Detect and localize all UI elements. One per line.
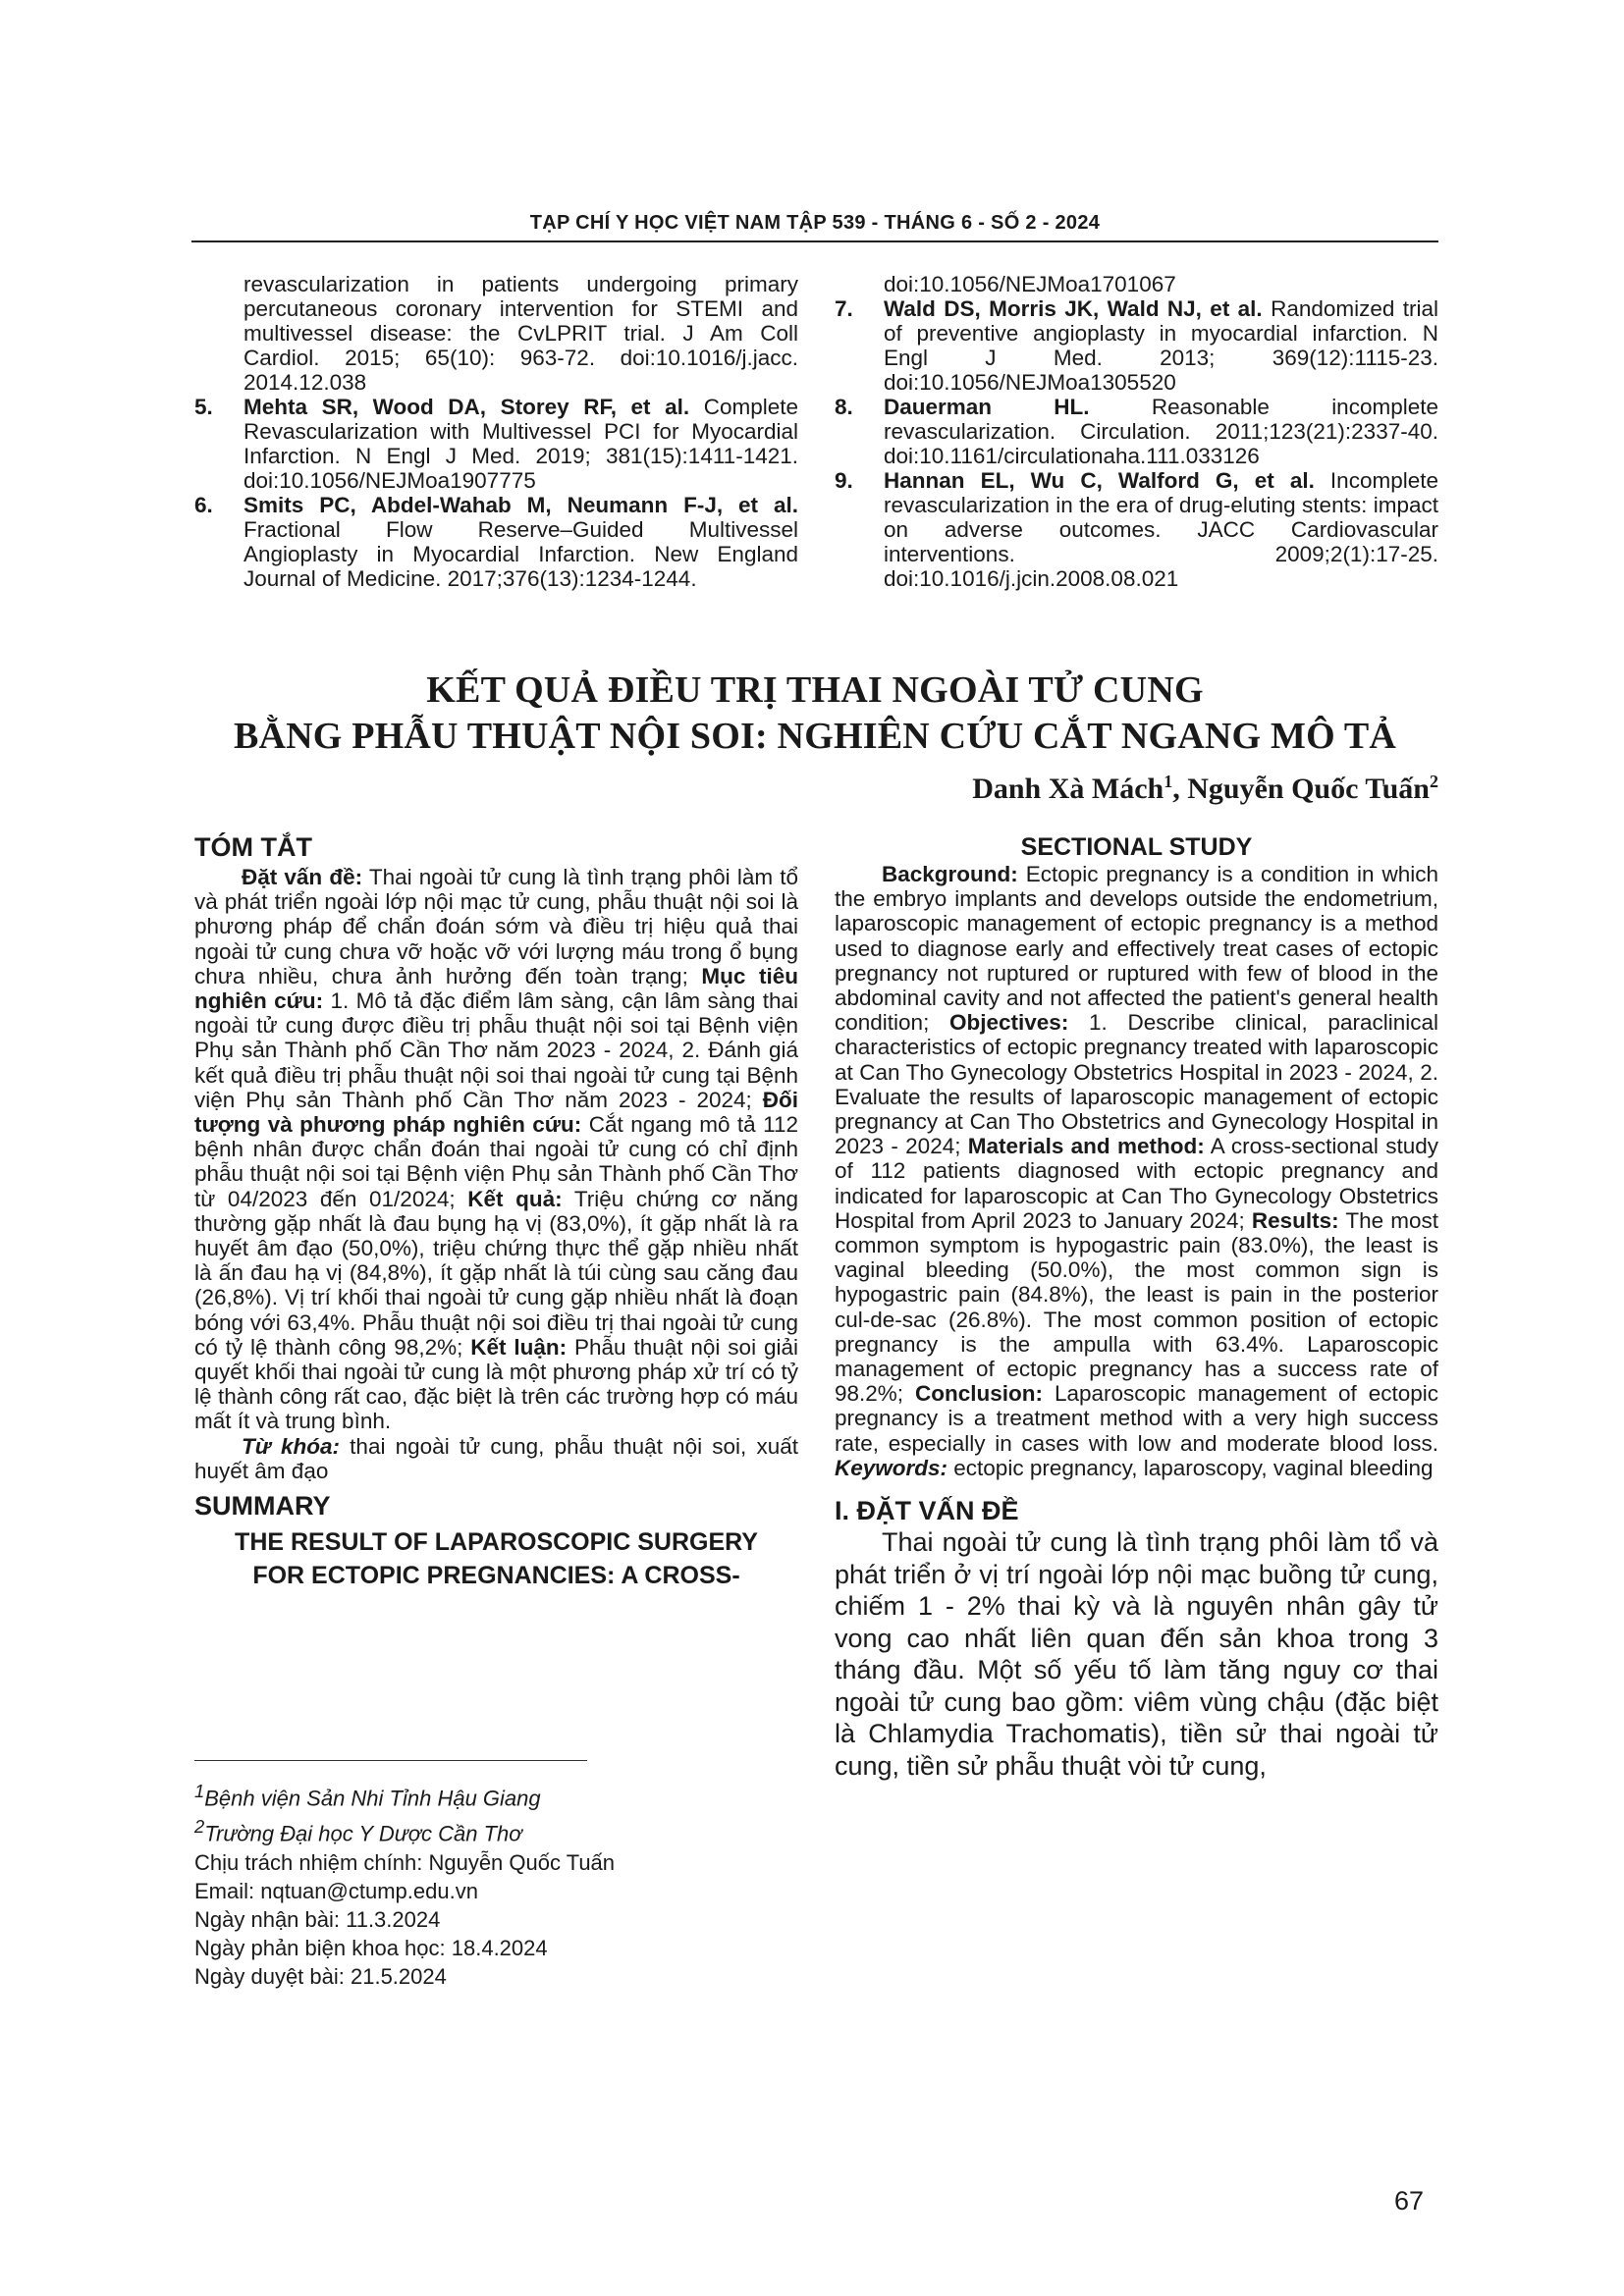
reference-item: [835, 468, 1438, 591]
intro-heading: I. ĐẶT VẤN ĐỀ: [835, 1496, 1019, 1526]
reference-authors: Mehta SR, Wood DA, Storey RF, et al.: [244, 395, 690, 419]
summary-text: 1. Describe clinical, paraclinical characteristics of ectopic pregnancy treated with laparoscopic at Can Tho Gynecology Obstetrics Hospital in 2023 - 2024, 2. Evaluate the results of laparoscopic management of ectopic pregnancy at Can Tho Obstetrics and Gynecology Hospital in 2023 - 2024;: [835, 1010, 1438, 1159]
keywords-text: ectopic pregnancy, laparoscopy, vaginal bleeding: [947, 1455, 1434, 1480]
author-affiliation-mark: 2: [1430, 772, 1438, 791]
article-title-line: KẾT QUẢ ĐIỀU TRỊ THAI NGOÀI TỬ CUNG: [426, 669, 1204, 711]
keywords-label: Keywords:: [835, 1455, 948, 1480]
abstract-text: 1. Mô tả đặc điểm lâm sàng, cận lâm sàng thai ngoài tử cung được điều trị phẫu thuật nội soi tại Bệnh viện Phụ sản Thành phố Cần Thơ năm 2023 - 2024, 2. Đánh giá kết quả điều trị phẫu thuật nội soi thai ngoài tử cung tại Bệnh viện Phụ sản Thành phố Cần Thơ năm 2023 - 2024;: [194, 988, 798, 1112]
date-reviewed: Ngày phản biện khoa học: 18.4.2024: [194, 1935, 548, 1960]
reference-citation: Reasonable incomplete revascularization. Circulation. 2011;123(21):2337-40. doi:10.1161/circulationaha.111.033126: [884, 395, 1438, 468]
article-authors: [972, 772, 1438, 806]
summary-label: Background:: [882, 862, 1018, 886]
reference-citation: Incomplete revascularization in the era of drug-eluting stents: impact on adverse outcomes. JACC Cardiovascular interventions. 2009;2(1):17-25. doi:10.1016/j.jcin.2008.08.021: [884, 468, 1438, 591]
reference-authors: Wald DS, Morris JK, Wald NJ, et al.: [884, 296, 1263, 321]
abstract-text: Phẫu thuật nội soi giải quyết khối thai ngoài tử cung là một phương pháp xử trí có tỷ lệ thành công rất cao, đặc biệt là trên các trường hợp có máu mất ít và trung bình.: [194, 1334, 798, 1434]
reference-text: [884, 395, 1438, 468]
affiliation-mark: 2: [194, 1816, 205, 1838]
abstract-vi-paragraph: [194, 865, 798, 1434]
summary-label: Conclusion:: [915, 1381, 1043, 1407]
abstract-vi-column: [194, 832, 798, 1592]
reference-text: [884, 468, 1438, 591]
header-rule: [191, 240, 1438, 242]
abstract-label: Kết luận:: [470, 1334, 568, 1360]
reference-continuation: doi:10.1056/NEJMoa1701067: [884, 272, 1176, 296]
reference-authors: Smits PC, Abdel-Wahab M, Neumann F-J, et al.: [244, 493, 798, 517]
summary-en-paragraph: [835, 862, 1438, 1480]
footnote-rule: [194, 1760, 587, 1761]
summary-en-body: [835, 862, 1438, 1480]
article-title: [191, 667, 1438, 760]
reference-number: 5.: [194, 395, 213, 419]
reference-item: [835, 395, 1438, 468]
summary-text: Ectopic pregnancy is a condition in which the embryo implants and develops outside the endometrium, laparoscopic management of ectopic pregnancy is a method used to diagnose early and effectively treat cases of ectopic pregnancy not ruptured or ruptured with few of blood in the abdominal cavity and not affected the patient's general health condition;: [835, 862, 1438, 1036]
references-left: [194, 272, 798, 591]
reference-citation: Complete Revascularization with Multivessel PCI for Myocardial Infarction. N Engl J Med. 2019; 381(15):1411-1421. doi:10.1056/NEJMoa1907775: [244, 395, 798, 493]
keywords-label: Từ khóa:: [242, 1433, 340, 1459]
summary-label: Materials and method:: [967, 1134, 1205, 1159]
summary-text: Laparoscopic management of ectopic pregnancy is a treatment method with a very high success rate, especially in cases with low and moderate blood loss.: [835, 1381, 1438, 1456]
abstract-label: Kết quả:: [467, 1186, 563, 1211]
summary-title-line: FOR ECTOPIC PREGNANCIES: A CROSS-: [252, 1562, 740, 1590]
abstract-label: Mục tiêu nghiên cứu:: [194, 963, 798, 1014]
running-head: TẠP CHÍ Y HỌC VIỆT NAM TẬP 539 - THÁNG 6 - SỐ 2 - 2024: [529, 212, 1101, 234]
summary-en-column: [835, 832, 1438, 1782]
reference-text: [244, 493, 798, 591]
affiliation-mark: 1: [194, 1781, 205, 1801]
summary-title-line: SECTIONAL STUDY: [1020, 833, 1253, 861]
affiliation-2: [194, 1812, 615, 1847]
reference-citation: Fractional Flow Reserve–Guided Multivessel Angioplasty in Myocardial Infarction. New England Journal of Medicine. 2017;376(13):1234-1244.: [244, 517, 798, 591]
reference-item: [194, 493, 798, 591]
date-received: Ngày nhận bài: 11.3.2024: [194, 1906, 441, 1932]
reference-number: 7.: [835, 296, 853, 321]
abstract-label: Đặt vấn đề:: [242, 865, 363, 889]
summary-text: A cross-sectional study of 112 patients diagnosed with ectopic pregnancy and indicated for laparoscopic at Can Tho Gynecology Obstetrics Hospital from April 2023 to January 2024;: [835, 1134, 1439, 1233]
intro-body: [835, 1526, 1438, 1782]
reference-item: [835, 296, 1438, 395]
author-name: Danh Xà Mách: [972, 773, 1164, 805]
summary-text: The most common symptom is hypogastric pain (83.0%), the least is vaginal bleeding (50.0%), the most common sign is hypogastric pain (84.8%), the least is pain in the posterior cul-de-sac (26.8%). The most common position of ectopic pregnancy is the ampulla with 63.4%. Laparoscopic management of ectopic pregnancy has a success rate of 98.2%;: [835, 1207, 1438, 1407]
summary-label: Results:: [1251, 1207, 1339, 1233]
reference-text: [244, 395, 798, 493]
abstract-vi-body: [194, 865, 798, 1483]
reference-authors: Hannan EL, Wu C, Walford G, et al.: [884, 468, 1315, 493]
footnotes: [194, 1777, 615, 1991]
keywords-text: thai ngoài tử cung, phẫu thuật nội soi, xuất huyết âm đạo: [194, 1433, 798, 1483]
reference-text: [884, 296, 1438, 395]
summary-heading: SUMMARY: [194, 1491, 331, 1522]
page-number: 67: [1394, 2186, 1425, 2216]
intro-paragraph: Thai ngoài tử cung là tình trạng phôi làm tổ và phát triển ở vị trí ngoài lớp nội mạc buồng tử cung, chiếm 1 - 2% thai kỳ và là nguyên nhân gây tử vong cao nhất liên quan đến sản khoa trong 3 tháng đầu. Một số yếu tố làm tăng nguy cơ thai ngoài tử cung bao gồm: viêm vùng chậu (đặc biệt là Chlamydia Trachomatis), tiền sử thai ngoài tử cung, tiền sử phẫu thuật vòi tử cung,: [835, 1527, 1438, 1781]
affiliation-text: Bệnh viện Sản Nhi Tỉnh Hậu Giang: [204, 1786, 541, 1811]
author-affiliation-mark: 1: [1164, 772, 1173, 791]
summary-label: Objectives:: [949, 1010, 1069, 1036]
reference-number: 6.: [194, 493, 213, 517]
abstract-label: Đối tượng và phương pháp nghiên cứu:: [194, 1087, 798, 1138]
abstract-vi-heading: TÓM TẮT: [194, 832, 312, 862]
summary-title-line: THE RESULT OF LAPAROSCOPIC SURGERY: [235, 1528, 758, 1557]
reference-item: [194, 395, 798, 493]
reference-citation: Randomized trial of preventive angioplasty in myocardial infarction. N Engl J Med. 2013; 369(12):1115-23. doi:10.1056/NEJMoa1305520: [884, 296, 1439, 395]
affiliation-1: [194, 1777, 615, 1812]
references-right: [835, 272, 1438, 591]
summary-title: [194, 1525, 798, 1592]
author-name: Nguyễn Quốc Tuấn: [1187, 773, 1430, 805]
author-separator: ,: [1172, 773, 1188, 805]
affiliation-text: Trường Đại học Y Dược Cần Thơ: [204, 1821, 522, 1846]
abstract-text: Cắt ngang mô tả 112 bệnh nhân được chẩn đoán thai ngoài tử cung có chỉ định phẫu thuật nội soi tại Bệnh viện Phụ sản Thành phố Cần Thơ từ 04/2023 đến 01/2024;: [194, 1112, 798, 1211]
date-accepted: Ngày duyệt bài: 21.5.2024: [194, 1963, 447, 1989]
article-title-line: BẰNG PHẪU THUẬT NỘI SOI: NGHIÊN CỨU CẮT NGANG MÔ TẢ: [233, 716, 1397, 757]
reference-number: 8.: [835, 395, 853, 419]
email: Email: nqtuan@ctump.edu.vn: [194, 1878, 478, 1903]
reference-continuation: revascularization in patients undergoing primary percutaneous coronary intervention for STEMI and multivessel disease: the CvLPRIT trial. J Am Coll Cardiol. 2015; 65(10): 963-72. doi:10.1016/j.jacc. 2014.12.038: [244, 272, 798, 395]
corresponding-author: Chịu trách nhiệm chính: Nguyễn Quốc Tuấn: [194, 1849, 616, 1875]
keywords-vi: [194, 1434, 798, 1483]
abstract-text: Thai ngoài tử cung là tình trạng phôi làm tổ và phát triển ngoài lớp nội mạc tử cung, phẫu thuật nội soi là phương pháp để chẩn đoán sớm và điều trị hiệu quả thai ngoài tử cung chưa vỡ hoặc vỡ với lượng máu trong ổ bụng chưa nhiều, chưa ảnh hưởng đến toàn trạng;: [194, 865, 798, 988]
reference-number: 9.: [835, 468, 853, 493]
reference-authors: Dauerman HL.: [884, 395, 1090, 419]
abstract-text: Triệu chứng cơ năng thường gặp nhất là đau bụng hạ vị (83,0%), ít gặp nhất là ra huyết âm đạo (50,0%), triệu chứng thực thể gặp nhiều nhất là ấn đau hạ vị (84,8%), ít gặp nhất là túi cùng sau căng đau (26,8%). Vị trí khối thai ngoài tử cung gặp nhiều nhất là đoạn bóng với 63,4%. Phẫu thuật nội soi điều trị thai ngoài tử cung có tỷ lệ thành công 98,2%;: [194, 1186, 799, 1360]
